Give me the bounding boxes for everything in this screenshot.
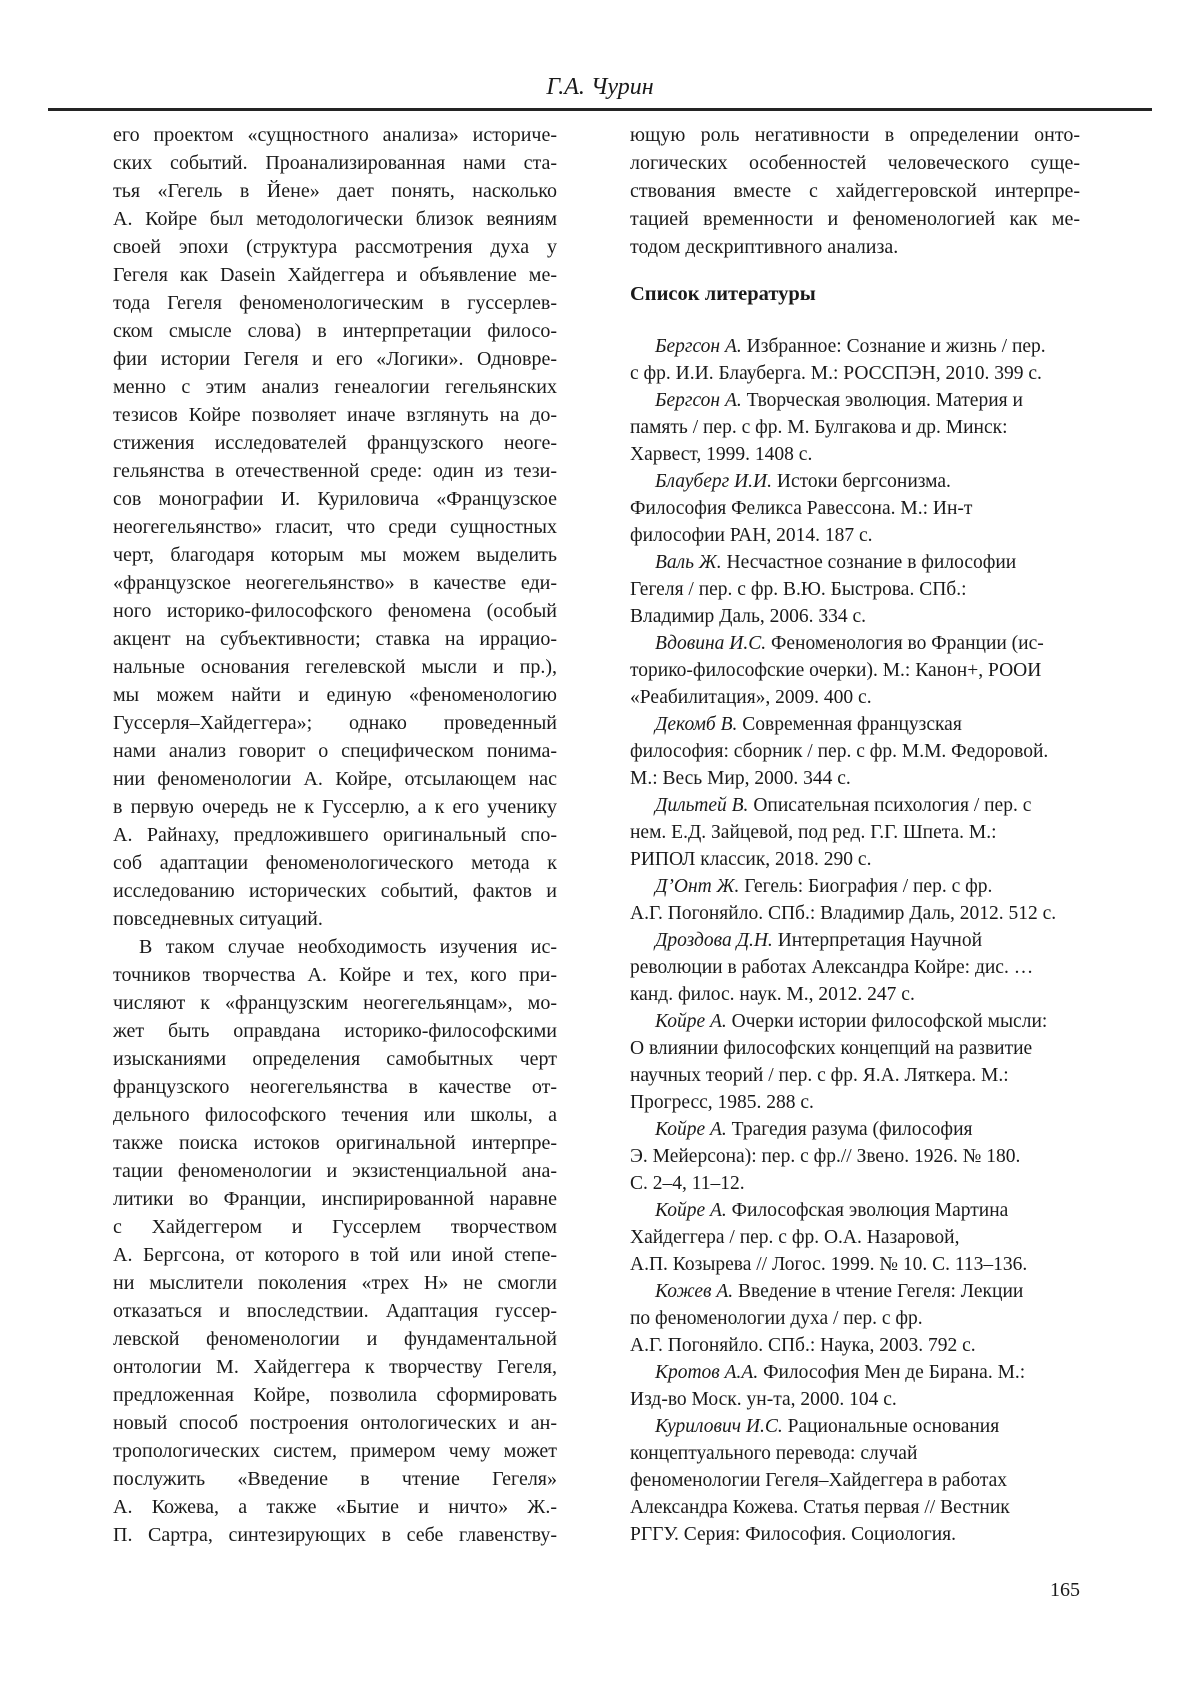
header-rule	[48, 108, 1152, 111]
text-line: отказаться и впоследствии. Адаптация гуссер-	[113, 1300, 557, 1322]
reference-entry	[630, 630, 1080, 711]
text-line: ющую роль негативности в определении онто-	[630, 124, 1080, 146]
text-line: также поиска истоков оригинальной интерпре-	[113, 1132, 557, 1154]
text-line: тацией временности и феноменологией как ме-	[630, 208, 1080, 230]
text-line: фии истории Гегеля и его «Логики». Одновре-	[113, 348, 557, 370]
text-line: своей эпохи (структура рассмотрения духа у	[113, 236, 557, 258]
reference-entry	[630, 387, 1080, 468]
paragraph	[113, 933, 557, 1549]
bibliography-title: Список литературы	[630, 283, 816, 305]
reference-line: Владимир Даль, 2006. 334 с.	[630, 606, 867, 627]
text-line: ствования вместе с хайдеггеровской интерпре-	[630, 180, 1080, 202]
text-line: А. Бергсона, от которого в той или иной степе-	[113, 1244, 557, 1266]
reference-entry	[630, 468, 1080, 549]
reference-author: Валь Ж.	[655, 552, 722, 573]
reference-line: феноменологии Гегеля–Хайдеггера в работах	[630, 1470, 1008, 1491]
text-line: тодом дескриптивного анализа.	[630, 236, 899, 258]
text-line: мы можем найти и единую «феноменологию	[113, 684, 557, 706]
reference-line: А.П. Козырева // Логос. 1999. № 10. С. 113–136.	[630, 1254, 1028, 1275]
text-line: новый способ построения онтологических и ан-	[113, 1412, 557, 1434]
reference-line: философии РАН, 2014. 187 с.	[630, 525, 873, 546]
bibliography-list	[630, 333, 1080, 1548]
text-line: нальные основания гегелевской мысли и пр.),	[113, 656, 557, 678]
text-line: изысканиями определения самобытных черт	[113, 1048, 557, 1070]
text-line: акцент на субъективности; ставка на иррацио-	[113, 628, 557, 650]
reference-entry	[630, 711, 1080, 792]
text-line: неогегельянство» гласит, что среди сущностных	[113, 516, 557, 538]
reference-first-line: Д’Онт Ж. Гегель: Биография / пер. с фр.	[655, 876, 993, 897]
text-line: стижения исследователей французского неоге-	[113, 432, 557, 454]
reference-line: Э. Мейерсона): пер. с фр.// Звено. 1926. № 180.	[630, 1146, 1021, 1167]
reference-first-line: Вдовина И.С. Феноменология во Франции (ис-	[655, 633, 1044, 654]
text-line: А. Койре был методологически близок веяниям	[113, 208, 557, 230]
right-column-text	[630, 121, 1080, 261]
reference-line: РГГУ. Серия: Философия. Социология.	[630, 1524, 956, 1545]
text-line: тации феноменологии и экзистенциальной ана-	[113, 1160, 557, 1182]
text-line: сов монографии И. Куриловича «Французское	[113, 488, 557, 510]
reference-author: Бергсон А.	[655, 390, 742, 411]
text-line: предложенная Койре, позволила сформировать	[113, 1384, 557, 1406]
reference-line: А.Г. Погоняйло. СПб.: Владимир Даль, 2012. 512 с.	[630, 903, 1057, 924]
reference-line: с фр. И.И. Блауберга. М.: РОССПЭН, 2010. 399 с.	[630, 363, 1042, 384]
text-line: «французское неогегельянство» в качестве еди-	[113, 572, 557, 594]
text-line: В таком случае необходимость изучения ис-	[139, 936, 557, 958]
text-line: в первую очередь не к Гуссерлю, а к его ученику	[113, 796, 557, 818]
reference-author: Курилович И.С.	[655, 1416, 783, 1437]
text-line: повседневных ситуаций.	[113, 908, 323, 930]
reference-first-line: Койре А. Очерки истории философской мысли:	[655, 1011, 1048, 1032]
text-line: ском смысле слова) в интерпретации филосо-	[113, 320, 557, 342]
reference-line: концептуального перевода: случай	[630, 1443, 918, 1464]
text-line: тезисов Койре позволяет иначе взглянуть на до-	[113, 404, 557, 426]
reference-first-line: Кротов А.А. Философия Мен де Бирана. М.:	[655, 1362, 1026, 1383]
reference-entry	[630, 1278, 1080, 1359]
reference-line: «Реабилитация», 2009. 400 с.	[630, 687, 872, 708]
reference-first-line: Кожев А. Введение в чтение Гегеля: Лекции	[655, 1281, 1024, 1302]
reference-line: канд. филос. наук. М., 2012. 247 с.	[630, 984, 915, 1005]
text-line: дельного философского течения или школы, а	[113, 1104, 557, 1126]
reference-entry	[630, 1008, 1080, 1116]
reference-line: Харвест, 1999. 1408 с.	[630, 444, 813, 465]
reference-author: Бергсон А.	[655, 336, 742, 357]
text-line: Гуссерля–Хайдеггера»; однако проведенный	[113, 712, 557, 734]
reference-first-line: Декомб В. Современная французская	[655, 714, 962, 735]
text-line: Гегеля как Dasein Хайдеггера и объявление ме-	[113, 264, 557, 286]
text-line: А. Кожева, а также «Бытие и ничто» Ж.-	[113, 1496, 557, 1518]
reference-entry	[630, 792, 1080, 873]
reference-line: нем. Е.Д. Зайцевой, под ред. Г.Г. Шпета. М.:	[630, 822, 997, 843]
reference-first-line: Дроздова Д.Н. Интерпретация Научной	[655, 930, 983, 951]
reference-entry	[630, 549, 1080, 630]
reference-line: А.Г. Погоняйло. СПб.: Наука, 2003. 792 с.	[630, 1335, 976, 1356]
running-head-author: Г.А. Чурин	[546, 74, 654, 100]
text-line: с Хайдеггером и Гуссерлем творчеством	[113, 1216, 557, 1238]
reference-author: Дроздова Д.Н.	[655, 930, 773, 951]
reference-first-line: Бергсон А. Избранное: Сознание и жизнь / пер.	[655, 336, 1046, 357]
reference-line: Гегеля / пер. с фр. В.Ю. Быстрова. СПб.:	[630, 579, 967, 600]
text-line: ских событий. Проанализированная нами ста-	[113, 152, 557, 174]
reference-line: по феноменологии духа / пер. с фр.	[630, 1308, 923, 1329]
reference-line: О влиянии философских концепций на развитие	[630, 1038, 1033, 1059]
text-line: А. Райнаху, предложившего оригинальный спо-	[113, 824, 557, 846]
text-line: гельянства в отечественной среде: один из тези-	[113, 460, 557, 482]
paragraph	[630, 121, 1080, 261]
text-line: послужить «Введение в чтение Гегеля»	[113, 1468, 557, 1490]
text-line: менно с этим анализ генеалогии гегельянских	[113, 376, 557, 398]
reference-entry	[630, 1413, 1080, 1548]
text-line: исследованию исторических событий, фактов и	[113, 880, 557, 902]
reference-first-line: Блауберг И.И. Истоки бергсонизма.	[655, 471, 951, 492]
text-line: тья «Гегель в Йене» дает понять, насколько	[113, 180, 557, 202]
left-column	[113, 121, 557, 1549]
reference-line: Александра Кожева. Статья первая // Вестник	[630, 1497, 1010, 1518]
reference-line: Изд-во Моск. ун-та, 2000. 104 с.	[630, 1389, 897, 1410]
reference-author: Д’Онт Ж.	[655, 876, 740, 897]
reference-line: М.: Весь Мир, 2000. 344 с.	[630, 768, 851, 789]
reference-entry	[630, 1359, 1080, 1413]
reference-author: Блауберг И.И.	[655, 471, 772, 492]
reference-entry	[630, 333, 1080, 387]
reference-entry	[630, 873, 1080, 927]
text-line: онтологии М. Хайдеггера к творчеству Гегеля,	[113, 1356, 557, 1378]
text-line: логических особенностей человеческого суще-	[630, 152, 1080, 174]
text-line: точников творчества А. Койре и тех, кого при-	[113, 964, 557, 986]
reference-author: Дильтей В.	[655, 795, 749, 816]
reference-line: революции в работах Александра Койре: дис. …	[630, 957, 1034, 978]
page-number: 165	[1050, 1579, 1080, 1601]
reference-line: философия: сборник / пер. с фр. М.М. Федоровой.	[630, 741, 1049, 762]
reference-first-line: Койре А. Трагедия разума (философия	[655, 1119, 973, 1140]
text-line: ни мыслители поколения «трех Н» не смогли	[113, 1272, 557, 1294]
reference-author: Койре А.	[655, 1119, 727, 1140]
reference-entry	[630, 1197, 1080, 1278]
reference-entry	[630, 1116, 1080, 1197]
reference-entry	[630, 927, 1080, 1008]
text-line: тропологических систем, примером чему может	[113, 1440, 557, 1462]
reference-line: С. 2–4, 11–12.	[630, 1173, 745, 1194]
text-line: соб адаптации феноменологического метода к	[113, 852, 557, 874]
paragraph	[113, 121, 557, 933]
reference-line: Прогресс, 1985. 288 с.	[630, 1092, 814, 1113]
reference-first-line: Бергсон А. Творческая эволюция. Материя и	[655, 390, 1023, 411]
reference-first-line: Курилович И.С. Рациональные основания	[655, 1416, 1000, 1437]
text-line: ного историко-философского феномена (особый	[113, 600, 557, 622]
reference-author: Койре А.	[655, 1011, 727, 1032]
text-line: нами анализ говорит о специфическом понима-	[113, 740, 557, 762]
reference-author: Кротов А.А.	[655, 1362, 759, 1383]
reference-author: Вдовина И.С.	[655, 633, 767, 654]
reference-line: научных теорий / пер. с фр. Я.А. Ляткера. М.:	[630, 1065, 1009, 1086]
reference-line: торико-философские очерки). М.: Канон+, РООИ	[630, 660, 1042, 681]
text-line: черт, благодаря которым мы можем выделить	[113, 544, 557, 566]
text-line: его проектом «сущностного анализа» историче-	[113, 124, 557, 146]
text-line: тода Гегеля феноменологическим в гуссерлев-	[113, 292, 557, 314]
reference-line: Философия Феликса Равессона. М.: Ин-т	[630, 498, 973, 519]
reference-first-line: Валь Ж. Несчастное сознание в философии	[655, 552, 1017, 573]
reference-first-line: Койре А. Философская эволюция Мартина	[655, 1200, 1009, 1221]
reference-line: Хайдеггера / пер. с фр. О.А. Назаровой,	[630, 1227, 960, 1248]
reference-author: Койре А.	[655, 1200, 727, 1221]
right-column	[630, 121, 1080, 1548]
text-line: числяют к «французским неогегельянцам», мо-	[113, 992, 557, 1014]
reference-author: Кожев А.	[655, 1281, 734, 1302]
text-line: левской феноменологии и фундаментальной	[113, 1328, 557, 1350]
reference-first-line: Дильтей В. Описательная психология / пер. с	[655, 795, 1032, 816]
text-line: жет быть оправдана историко-философскими	[113, 1020, 557, 1042]
text-line: литики во Франции, инспирированной наравне	[113, 1188, 557, 1210]
text-line: французского неогегельянства в качестве от-	[113, 1076, 557, 1098]
reference-line: память / пер. с фр. М. Булгакова и др. Минск:	[630, 417, 1008, 438]
text-line: нии феноменологии А. Койре, отсылающем нас	[113, 768, 557, 790]
reference-line: РИПОЛ классик, 2018. 290 с.	[630, 849, 872, 870]
text-line: П. Сартра, синтезирующих в себе главенству-	[113, 1524, 557, 1546]
reference-author: Декомб В.	[655, 714, 738, 735]
